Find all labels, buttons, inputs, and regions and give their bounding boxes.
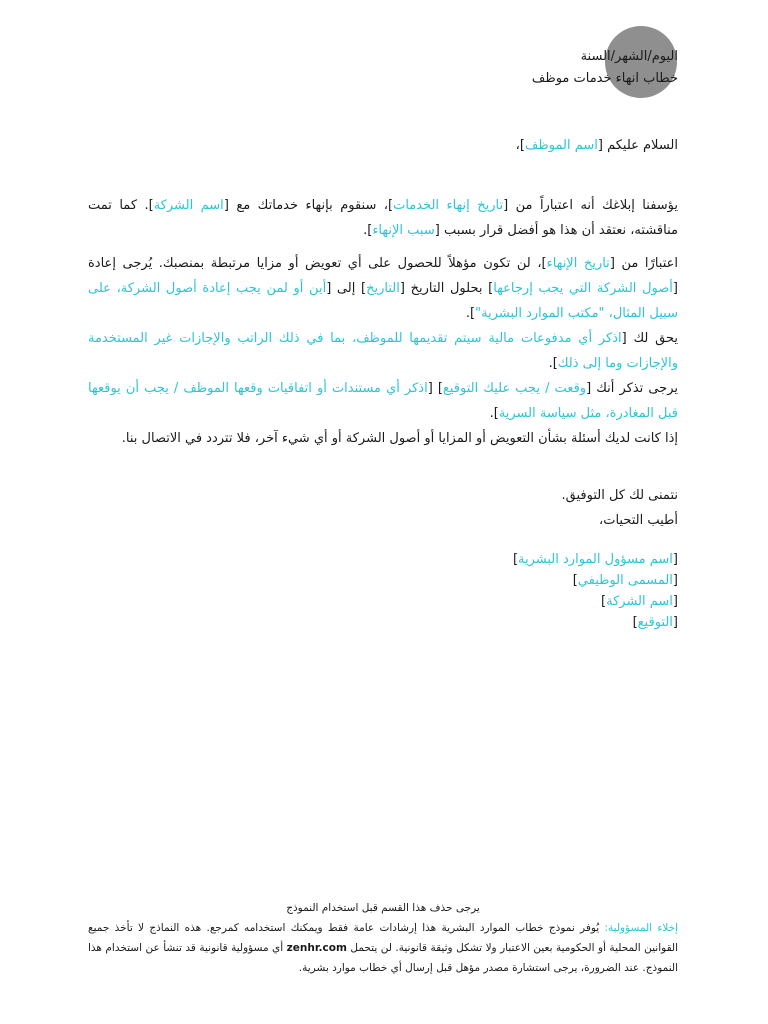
- placeholder-payments: اذكر أي مدفوعات مالية سيتم تقديمها للموظف، بما في ذلك الراتب والإجازات غير المستخدمة والإجازات وما إلى ذلك: [88, 331, 678, 371]
- paragraph-contact: إذا كانت لديك أسئلة بشأن التعويض أو المزايا أو أصول الشركة أو أي شيء آخر، فلا تتردد في الاتصال بنا.: [121, 431, 678, 446]
- placeholder-reason: سبب الإنهاء: [372, 223, 435, 238]
- placeholder-documents: اذكر أي مستندات أو اتفاقيات وقعها الموظف / يجب أن يوقعها قبل المغادرة، مثل سياسة السرية: [88, 381, 678, 421]
- placeholder-return-location: أين أو لمن يجب إعادة أصول الشركة، على سبيل المثال، "مكتب الموارد البشرية": [88, 281, 678, 321]
- signature-block: [88, 549, 678, 633]
- closing-regards: أطيب التحيات،: [599, 513, 678, 528]
- signature-job-title: [المسمى الوظيفي]: [572, 573, 678, 588]
- greeting: السلام عليكم [اسم الموظف]،: [515, 138, 678, 153]
- letter-subject: خطاب انهاء خدمات موظف: [531, 71, 678, 86]
- brand-name: zenhr.com: [286, 942, 347, 954]
- paragraph-assets: اعتبارًا من [تاريخ الإنهاء]، لن تكون مؤهلاً للحصول على أي تعويض أو مزايا مرتبطة بمنصبك. يُرجى إعادة [أصول الشركة التي يجب إرجاعها] بحلول التاريخ [التاريخ] إلى [أين أو لمن يجب إعادة أصول الشركة، على سبيل المثال، "مكتب الموارد البشرية"].: [88, 256, 679, 321]
- disclaimer-title: يرجى حذف هذا القسم قبل استخدام النموذج: [286, 902, 480, 914]
- letter-header: [378, 46, 678, 90]
- placeholder-company-name: اسم الشركة: [153, 198, 224, 213]
- disclaimer-text: إخلاء المسؤولية: يُوفر نموذج خطاب الموارد البشرية هذا إرشادات عامة فقط ويمكنك استخدامه كمرجع. هذه النماذج لا تأخذ جميع القوانين المحلية أو الحكومية بعين الاعتبار ولا تشكل وثيقة قانونية. لن يتحمل zenhr.com أي مسؤولية قانونية قد تنشأ عن استخدام هذا النموذج. عند الضرورة، يرجى استشارة مصدر مؤهل قبل إرسال أي خطاب موارد بشرية.: [88, 922, 678, 974]
- signature-company: [اسم الشركة]: [601, 594, 678, 609]
- paragraph-documents: يرجى تذكر أنك [وقعت / يجب عليك التوقيع] [اذكر أي مستندات أو اتفاقيات وقعها الموظف / يجب أن يوقعها قبل المغادرة، مثل سياسة السرية].: [88, 381, 679, 421]
- letter-body: [88, 133, 678, 633]
- placeholder-assets: أصول الشركة التي يجب إرجاعها: [493, 281, 673, 296]
- signature-sign: [التوقيع]: [632, 615, 678, 630]
- placeholder-date: التاريخ: [366, 281, 400, 296]
- closing-wish: نتمنى لك كل التوفيق.: [561, 488, 678, 503]
- disclaimer-label: إخلاء المسؤولية:: [604, 922, 678, 934]
- placeholder-signed: وقعت / يجب عليك التوقيع: [442, 381, 587, 396]
- paragraph-payments: يحق لك [اذكر أي مدفوعات مالية سيتم تقديمها للموظف، بما في ذلك الراتب والإجازات غير المستخدمة والإجازات وما إلى ذلك].: [88, 331, 678, 371]
- placeholder-termination-date-2: تاريخ الإنهاء: [546, 256, 610, 271]
- placeholder-termination-date: تاريخ إنهاء الخدمات: [393, 198, 504, 213]
- signature-hr-name: [اسم مسؤول الموارد البشرية]: [512, 552, 678, 567]
- date-line: اليوم/الشهر/السنة: [580, 49, 678, 64]
- disclaimer-section: [88, 898, 678, 978]
- placeholder-employee-name: اسم الموظف: [524, 138, 598, 153]
- paragraph-termination: يؤسفنا إبلاغك أنه اعتباراً من [تاريخ إنهاء الخدمات]، سنقوم بإنهاء خدماتك مع [اسم الشركة]. كما تمت مناقشته، نعتقد أن هذا هو أفضل قرار بسبب [سبب الإنهاء].: [88, 198, 678, 238]
